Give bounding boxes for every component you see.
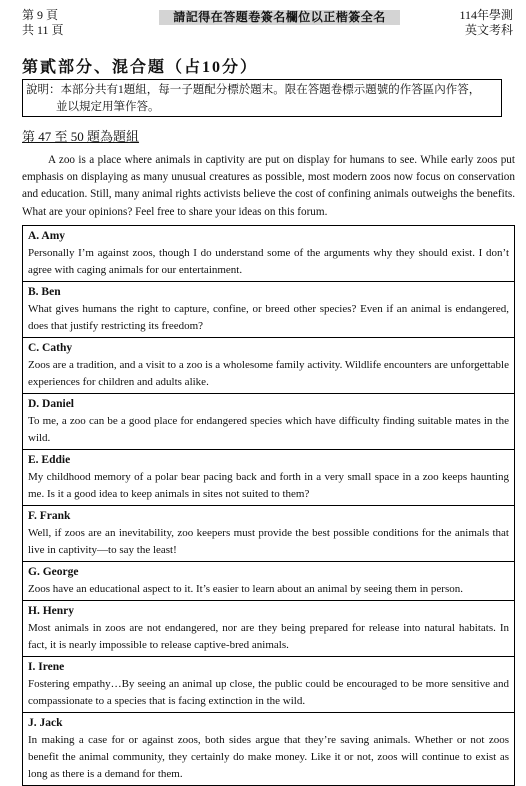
opinion-name: F. Frank <box>28 510 71 522</box>
opinion-text: What gives humans the right to capture, confine, or breed other species? Even if an animal is endangered, does that justify restricting its freedom? <box>28 303 509 332</box>
opinion-text: In making a case for or against zoos, both sides argue that they’re saving animals. Whether or not zoos benefit the animal community, they certainly do make money. Like it or not, zoos will continue to exist as long as there is a demand for them. <box>28 734 509 780</box>
opinion-name: D. Daniel <box>28 398 74 410</box>
total-pages: 共 11 頁 <box>22 23 64 37</box>
instructions-box <box>22 79 502 117</box>
opinion-name: A. Amy <box>28 230 66 242</box>
page-number-block <box>22 8 64 38</box>
opinion-text: Well, if zoos are an inevitability, zoo keepers must provide the best possible conditions for the animals that live in captivity—to say the least! <box>28 527 509 556</box>
opinion-item <box>23 601 514 657</box>
opinion-text: Fostering empathy…By seeing an animal up close, the public could be encouraged to be more sensitive and compassionate to a species that is facing extinction in the wild. <box>28 678 509 707</box>
opinion-name: C. Cathy <box>28 342 73 354</box>
instructions-line-1: 說明：本部分共有1題組，每一子題配分標於題末。限在答題卷標示題號的作答區內作答， <box>26 84 481 96</box>
opinion-item <box>23 657 514 713</box>
opinion-item <box>23 562 514 601</box>
opinion-name: E. Eddie <box>28 454 71 466</box>
opinion-text: My childhood memory of a polar bear pacing back and forth in a very small space in a zoo keeps haunting me. Is it a good idea to keep animals in sites not suited to them? <box>28 471 509 500</box>
opinion-text: Zoos have an educational aspect to it. It’s easier to learn about an animal by seeing them in person. <box>28 583 463 595</box>
question-group-title: 第 47 至 50 題為題組 <box>22 129 140 144</box>
opinion-text: To me, a zoo can be a good place for endangered species which have difficulty finding suitable mates in the wild. <box>28 415 509 444</box>
opinion-name: J. Jack <box>28 717 63 729</box>
opinion-item <box>23 506 514 562</box>
opinion-text: Most animals in zoos are not endangered, nor are they being prepared for release into natural habitats. In fact, it is nearly impossible to release captive-bred animals. <box>28 622 509 651</box>
opinion-item <box>23 226 514 282</box>
opinion-name: G. George <box>28 566 79 578</box>
opinion-name: B. Ben <box>28 286 61 298</box>
opinion-item <box>23 282 514 338</box>
signature-notice: 請記得在答題卷簽名欄位以正楷簽全名 <box>159 10 400 25</box>
opinion-item <box>23 338 514 394</box>
opinion-name: I. Irene <box>28 661 65 673</box>
page-header <box>22 8 513 42</box>
opinions-table <box>22 225 515 786</box>
opinion-item <box>23 394 514 450</box>
opinion-item <box>23 450 514 506</box>
opinion-name: H. Henry <box>28 605 74 617</box>
exam-subject: 英文考科 <box>464 23 513 37</box>
exam-year: 114年學測 <box>459 8 513 22</box>
opinion-item <box>23 713 514 785</box>
intro-paragraph: A zoo is a place where animals in captivity are put on display for humans to see. While early zoos put emphasis on displaying as many unusual creatures as possible, most modern zoos now focus on conservation and education. Still, many animal rights activists believe the cost of confining animals outweighs the benefits. What are your opinions? Feel free to share your ideas on this forum. <box>22 154 515 218</box>
opinion-text: Personally I’m against zoos, though I do understand some of the arguments why they should exist. I don’t agree with caging animals for our entertainment. <box>28 247 509 276</box>
opinion-text: Zoos are a tradition, and a visit to a zoo is a wholesome family activity. Wildlife encounters are unforgettable experiences for children and adults alike. <box>28 359 509 388</box>
instructions-line-2: 並以規定用筆作答。 <box>56 101 160 113</box>
exam-info-block <box>459 8 513 38</box>
section-title: 第貳部分、混合題（占10分） <box>22 59 259 76</box>
page-number: 第 9 頁 <box>22 8 59 22</box>
